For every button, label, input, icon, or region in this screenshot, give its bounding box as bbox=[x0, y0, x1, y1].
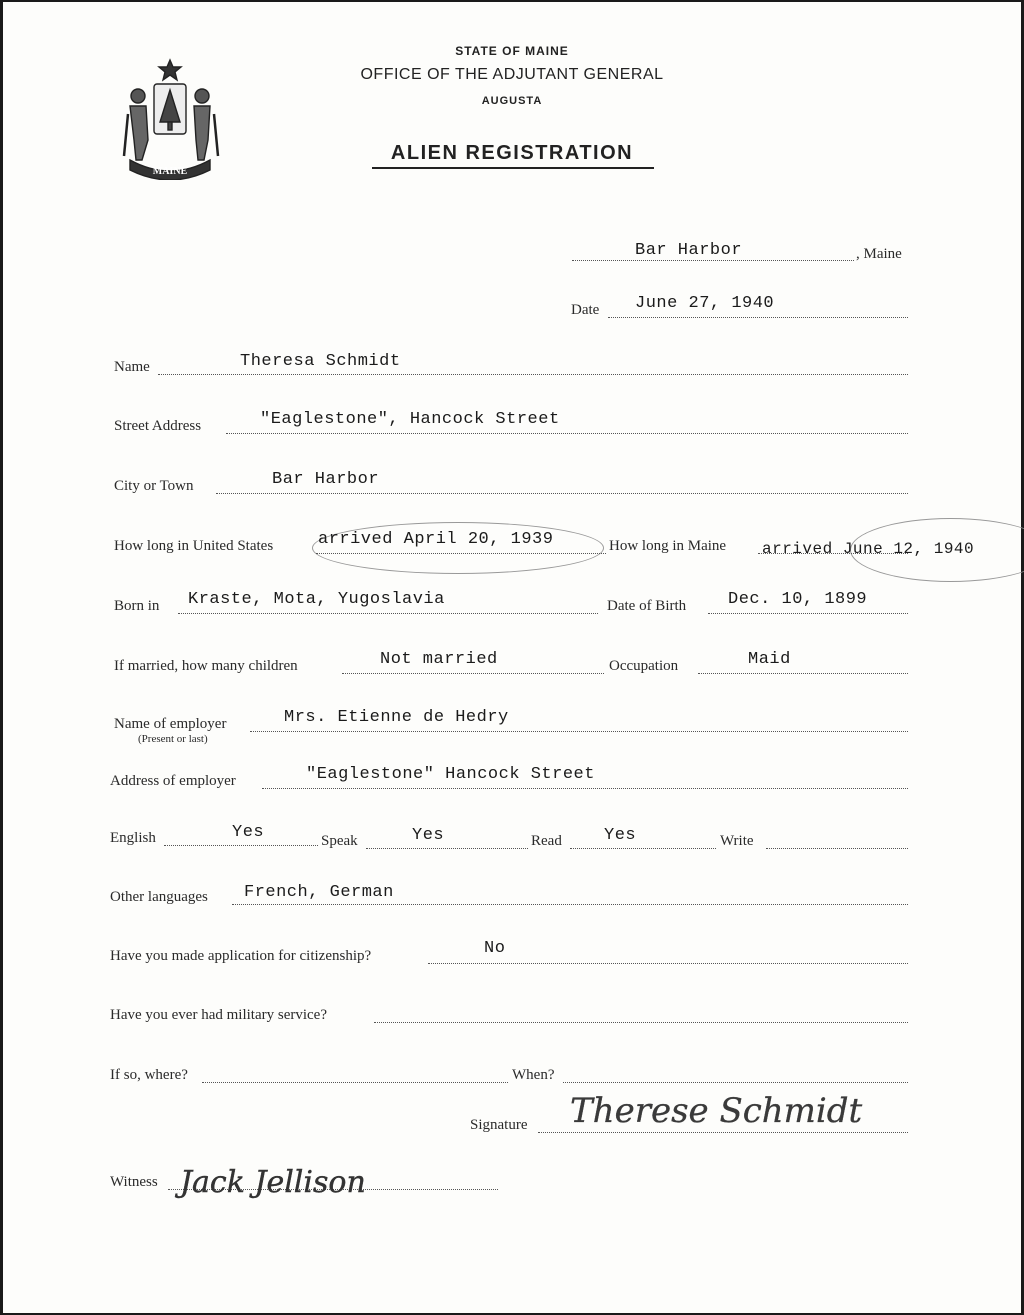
dob-line bbox=[708, 613, 908, 614]
employer-value: Mrs. Etienne de Hedry bbox=[284, 708, 509, 727]
dob-label: Date of Birth bbox=[607, 598, 687, 614]
born-in-label: Born in bbox=[114, 598, 160, 614]
how-long-us-value: arrived April 20, 1939 bbox=[318, 530, 554, 549]
english-value: Yes bbox=[232, 823, 265, 842]
occupation-label: Occupation bbox=[609, 658, 679, 674]
other-languages-line bbox=[232, 904, 908, 905]
occupation-value: Maid bbox=[748, 650, 791, 669]
svg-text:MAINE: MAINE bbox=[152, 166, 188, 177]
state-heading: STATE OF MAINE bbox=[455, 44, 569, 58]
employer-line bbox=[250, 731, 908, 732]
name-value: Theresa Schmidt bbox=[240, 352, 401, 371]
city-label: City or Town bbox=[114, 478, 194, 494]
citizenship-value: No bbox=[484, 939, 506, 958]
svg-text:Therese Schmidt: Therese Schmidt bbox=[570, 1091, 863, 1131]
occupation-line bbox=[698, 673, 908, 674]
children-line bbox=[342, 673, 604, 674]
employer-address-line bbox=[262, 788, 908, 789]
witness-label: Witness bbox=[110, 1174, 158, 1190]
dob-value: Dec. 10, 1899 bbox=[728, 590, 868, 609]
employer-address-value: "Eaglestone" Hancock Street bbox=[306, 765, 595, 784]
other-languages-label: Other languages bbox=[110, 889, 208, 905]
read-line bbox=[570, 848, 716, 849]
date-value: June 27, 1940 bbox=[635, 294, 775, 313]
write-line bbox=[766, 848, 908, 849]
street-value: "Eaglestone", Hancock Street bbox=[260, 410, 560, 429]
street-line bbox=[226, 433, 908, 434]
place-value: Bar Harbor bbox=[635, 241, 743, 260]
svg-text:Jack Jellison: Jack Jellison bbox=[180, 1165, 366, 1200]
place-suffix: , Maine bbox=[856, 246, 902, 262]
date-label: Date bbox=[571, 302, 600, 318]
employer-sublabel: (Present or last) bbox=[138, 733, 208, 745]
speak-value: Yes bbox=[412, 826, 445, 845]
read-value: Yes bbox=[604, 826, 637, 845]
name-label: Name bbox=[114, 359, 150, 375]
speak-line bbox=[366, 848, 528, 849]
street-label: Street Address bbox=[114, 418, 202, 434]
date-line bbox=[608, 317, 908, 318]
how-long-maine-label: How long in Maine bbox=[609, 538, 727, 554]
form-title: ALIEN REGISTRATION bbox=[390, 142, 634, 164]
born-in-line bbox=[178, 613, 598, 614]
employer-address-label: Address of employer bbox=[110, 773, 236, 789]
city-line bbox=[216, 493, 908, 494]
how-long-us-line bbox=[316, 553, 606, 554]
military-label: Have you ever had military service? bbox=[110, 1007, 327, 1023]
english-label: English bbox=[110, 830, 156, 846]
military-line bbox=[374, 1022, 908, 1023]
citizenship-line bbox=[428, 963, 908, 964]
how-long-us-label: How long in United States bbox=[114, 538, 274, 554]
other-languages-value: French, German bbox=[244, 883, 394, 902]
where-line bbox=[202, 1082, 508, 1083]
witness-handwriting bbox=[172, 1138, 482, 1218]
children-label: If married, how many children bbox=[114, 658, 298, 674]
born-in-value: Kraste, Mota, Yugoslavia bbox=[188, 590, 445, 609]
how-long-maine-value: arrived June 12, 1940 bbox=[762, 540, 975, 558]
citizenship-label: Have you made application for citizenship? bbox=[110, 948, 372, 964]
place-line bbox=[572, 260, 854, 261]
city-value: Bar Harbor bbox=[272, 470, 380, 489]
office-heading: OFFICE OF THE ADJUTANT GENERAL bbox=[360, 66, 664, 83]
when-label: When? bbox=[512, 1067, 555, 1083]
employer-label: Name of employer bbox=[114, 716, 227, 732]
speak-label: Speak bbox=[321, 833, 358, 849]
read-label: Read bbox=[531, 833, 562, 849]
english-line bbox=[164, 845, 318, 846]
signature-handwriting bbox=[566, 1084, 896, 1136]
title-underline bbox=[372, 167, 654, 169]
children-value: Not married bbox=[380, 650, 498, 669]
signature-label: Signature bbox=[470, 1117, 528, 1133]
name-line bbox=[158, 374, 908, 375]
write-label: Write bbox=[720, 833, 754, 849]
where-label: If so, where? bbox=[110, 1067, 188, 1083]
city-heading: AUGUSTA bbox=[481, 95, 543, 107]
when-line bbox=[563, 1082, 908, 1083]
